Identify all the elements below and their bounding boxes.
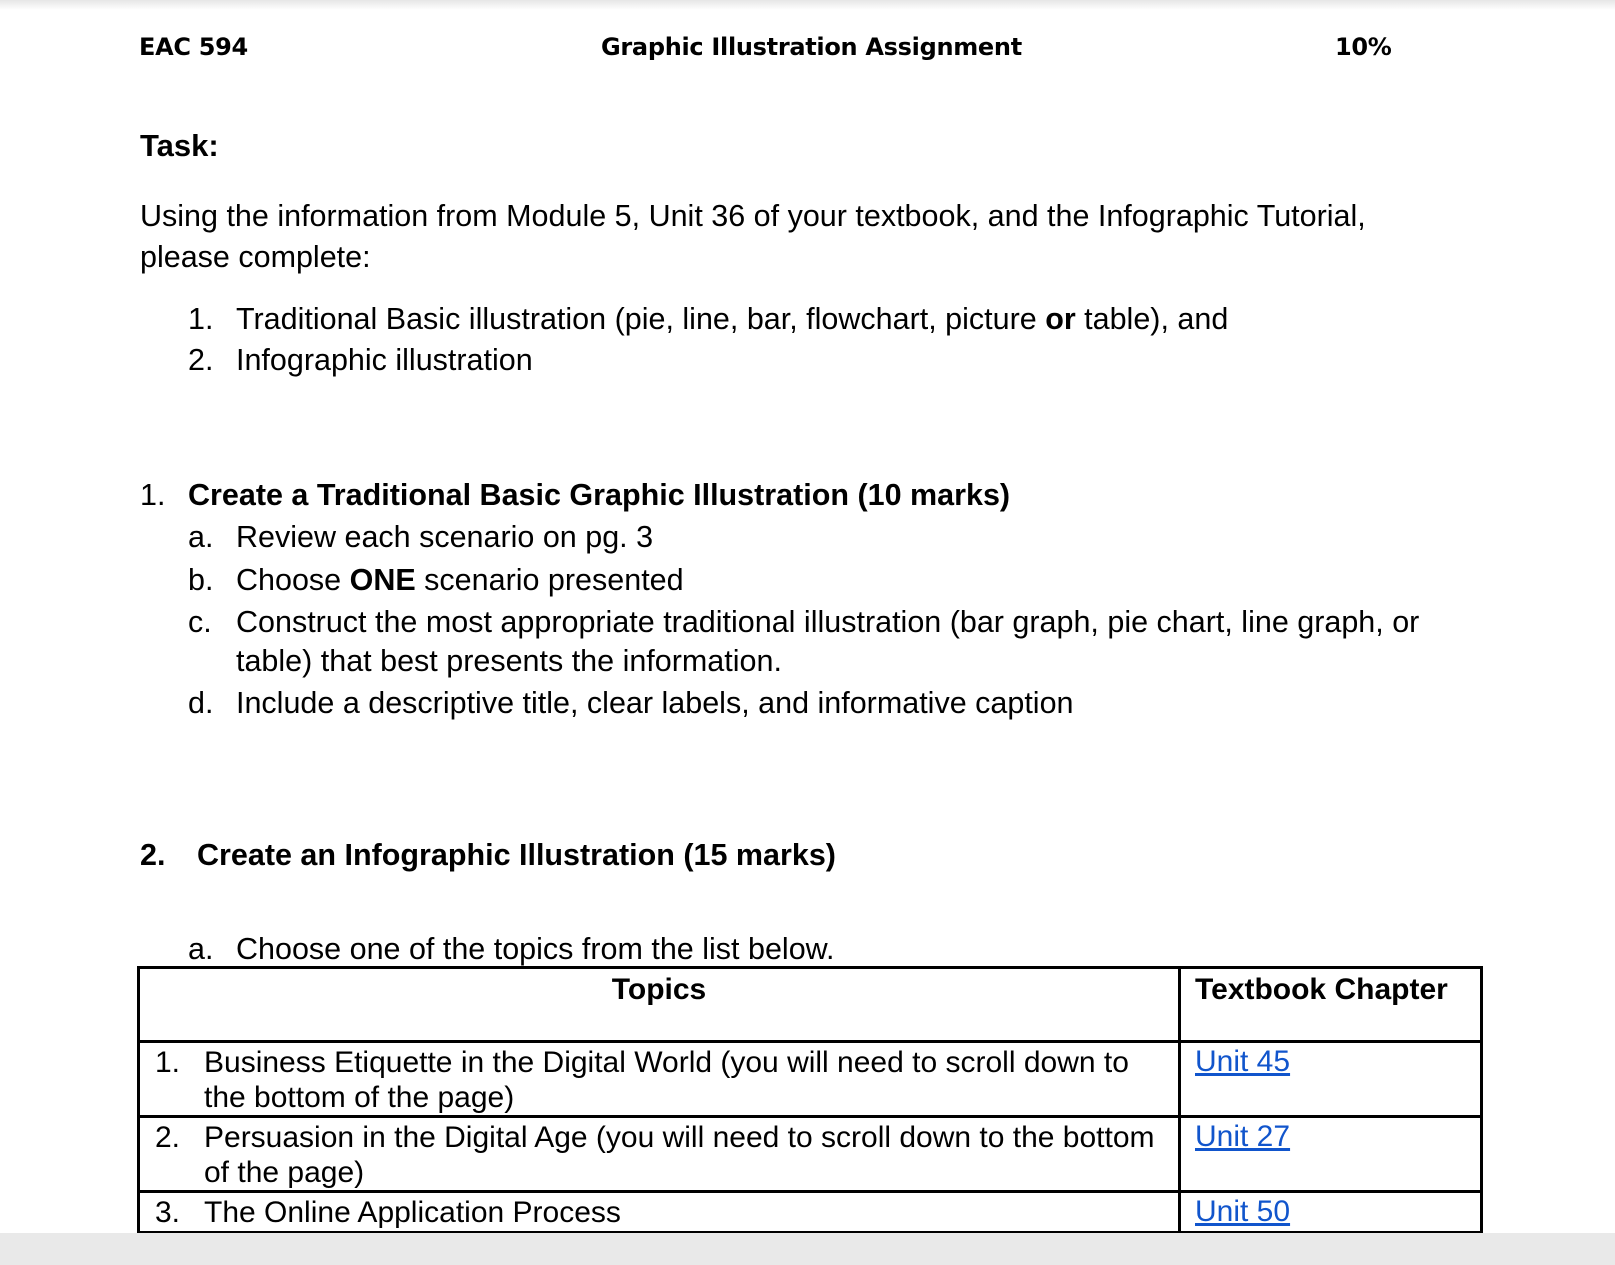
section-1-title: Create a Traditional Basic Graphic Illustration (10 marks) — [188, 478, 1011, 512]
task-item-number-2: 2. — [188, 343, 214, 377]
task-item-number-1: 1. — [188, 302, 214, 336]
section-2-number: 2. — [140, 838, 166, 872]
task-intro-line-1: Using the information from Module 5, Unit 36 of your textbook, and the Infographic Tutorial, — [140, 199, 1366, 233]
task-item-1-bold: or — [1045, 302, 1076, 336]
unit-50-link[interactable]: Unit 50 — [1195, 1195, 1291, 1228]
topic-number: 1. — [155, 1046, 181, 1079]
step-1d: Include a descriptive title, clear labels, and informative caption — [236, 686, 1074, 720]
chapter-cell — [1180, 1192, 1482, 1233]
table-row — [139, 1042, 1482, 1117]
step-1a: Review each scenario on pg. 3 — [236, 520, 654, 554]
step-2a: Choose one of the topics from the list below. — [236, 932, 835, 966]
step-1b — [236, 563, 684, 598]
top-edge-shadow — [0, 0, 1615, 10]
unit-45-link[interactable]: Unit 45 — [1195, 1045, 1291, 1078]
step-2a-letter: a. — [188, 932, 214, 966]
topic-cell — [139, 1042, 1180, 1117]
task-intro-line-2: please complete: — [140, 240, 371, 274]
header-chapter-label: Textbook Chapter — [1195, 973, 1448, 1006]
topic-cell — [139, 1192, 1180, 1233]
task-intro — [140, 196, 1540, 278]
task-item-1 — [236, 302, 1228, 337]
topic-number: 2. — [155, 1121, 181, 1154]
step-1b-letter: b. — [188, 563, 214, 597]
topic-number: 3. — [155, 1196, 181, 1229]
table-row — [139, 1192, 1482, 1233]
task-heading: Task: — [140, 128, 219, 163]
section-2-title: Create an Infographic Illustration (15 marks) — [197, 838, 836, 872]
chapter-cell — [1180, 1042, 1482, 1117]
section-1-number: 1. — [140, 478, 166, 512]
course-code: EAC 594 — [139, 33, 248, 61]
document-title: Graphic Illustration Assignment — [601, 33, 1022, 61]
topic-cell — [139, 1117, 1180, 1192]
assignment-weight: 10% — [1335, 33, 1392, 61]
topic-text: Business Etiquette in the Digital World (you will need to scroll down to the bottom of the page) — [204, 1046, 1129, 1114]
header-topics — [139, 968, 1180, 1042]
task-item-1-text-end: table), and — [1075, 302, 1229, 336]
topic-text: The Online Application Process — [204, 1196, 621, 1229]
step-1c-line-1: Construct the most appropriate traditional illustration (bar graph, pie chart, line graph, or — [236, 605, 1420, 639]
table-header-row — [139, 968, 1482, 1042]
step-1c-letter: c. — [188, 605, 212, 639]
header-textbook-chapter — [1180, 968, 1482, 1042]
step-1b-text: Choose — [236, 563, 350, 597]
step-1b-text-end: scenario presented — [415, 563, 684, 597]
step-1d-letter: d. — [188, 686, 214, 720]
unit-27-link[interactable]: Unit 27 — [1195, 1120, 1291, 1153]
task-item-2: Infographic illustration — [236, 343, 533, 377]
topics-table — [137, 966, 1483, 1234]
table-row — [139, 1117, 1482, 1192]
task-item-1-text: Traditional Basic illustration (pie, line, bar, flowchart, picture — [236, 302, 1046, 336]
bottom-edge-shadow — [0, 1233, 1615, 1265]
header-topics-label: Topics — [611, 973, 707, 1006]
topic-text: Persuasion in the Digital Age (you will need to scroll down to the bottom of the page) — [204, 1121, 1155, 1189]
step-1a-letter: a. — [188, 520, 214, 554]
step-1b-bold: ONE — [349, 563, 416, 597]
step-1c-line-2: table) that best presents the information. — [236, 644, 782, 678]
chapter-cell — [1180, 1117, 1482, 1192]
